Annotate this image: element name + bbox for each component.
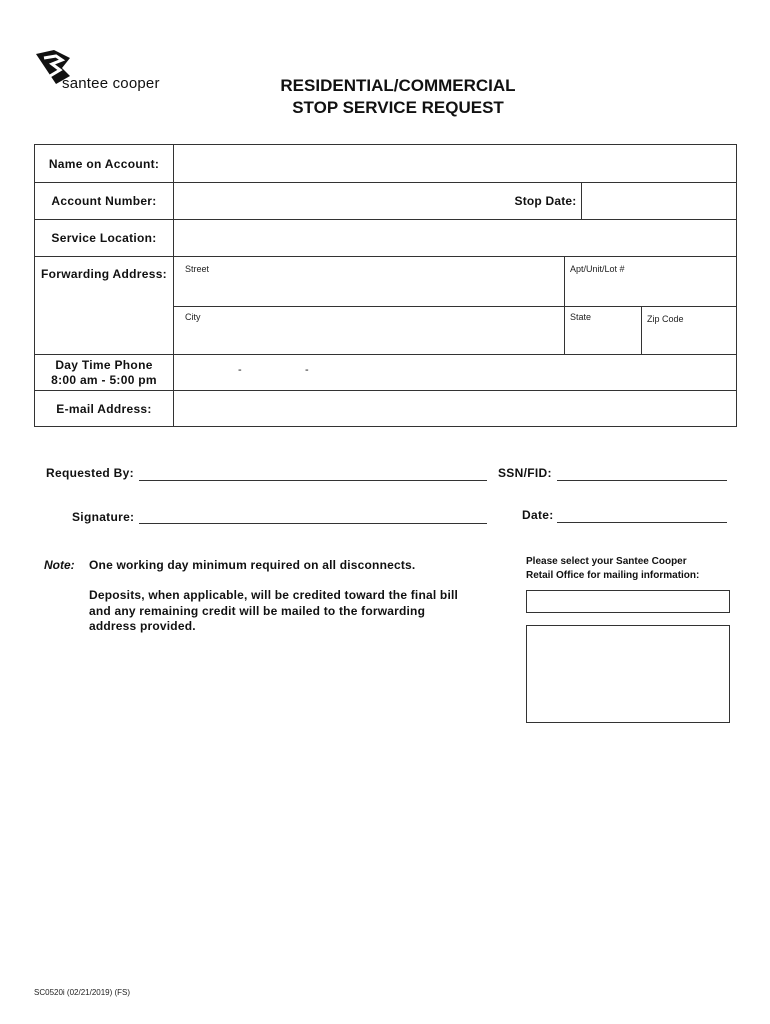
phone-label-line-1: Day Time Phone [55,357,153,372]
city-field-label[interactable]: City [185,312,201,322]
requested-by-input[interactable] [139,480,487,481]
retail-office-info-box [526,625,730,723]
form-code: SC0520i (02/21/2019) (FS) [34,988,131,997]
divider [564,257,565,354]
note-text: One working day minimum required on all disconnects. [89,558,416,572]
account-info-table [34,144,737,427]
phone-separator: - [238,364,242,376]
date-input[interactable] [557,522,727,523]
phone-separator: - [305,364,309,376]
state-field-label[interactable]: State [570,312,592,322]
service-location-field[interactable] [174,220,736,256]
retail-office-select[interactable] [526,590,730,613]
apt-field-label[interactable]: Apt/Unit/Lot # [570,264,625,274]
phone-label [35,355,174,390]
name-on-account-field[interactable] [174,145,736,182]
retail-line-1: Please select your Santee Cooper [526,556,687,567]
account-number-label: Account Number: [35,183,174,219]
phone-field[interactable] [174,355,736,390]
email-row [35,390,736,426]
email-address-field[interactable] [174,391,736,426]
logo-text: santee cooper [62,75,160,92]
service-location-label: Service Location: [35,220,174,256]
retail-line-2: Retail Office for mailing information: [526,570,700,581]
service-location-row [35,219,736,256]
account-row [35,182,736,219]
santee-cooper-logo [34,48,184,94]
phone-label-line-2: 8:00 am - 5:00 pm [51,372,157,387]
forwarding-address-label: Forwarding Address: [35,257,174,354]
requested-by-label: Requested By: [46,466,134,480]
phone-row [35,354,736,390]
title-line-2: STOP SERVICE REQUEST [292,98,504,117]
zip-field-label[interactable]: Zip Code [647,314,684,324]
account-number-field[interactable] [174,183,736,219]
note-label: Note: [44,558,75,572]
name-row [35,145,736,182]
divider [641,306,642,354]
ssn-fid-input[interactable] [557,480,727,481]
signature-label: Signature: [72,510,135,524]
form-title [230,75,566,119]
signature-input[interactable] [139,523,487,524]
forwarding-address-fields [174,257,736,354]
street-field-label[interactable]: Street [185,264,210,274]
name-on-account-label: Name on Account: [35,145,174,182]
stop-date-label: Stop Date: [510,183,582,219]
divider [174,306,736,307]
deposits-text: Deposits, when applicable, will be credited toward the final bill and any remaining credit will be mailed to the forwarding address provided. [89,588,459,633]
date-label: Date: [522,508,554,522]
ssn-fid-label: SSN/FID: [498,466,552,480]
title-line-1: RESIDENTIAL/COMMERCIAL [280,76,516,95]
forwarding-address-row [35,256,736,354]
forwarding-grid [174,257,736,354]
retail-office-instructions [526,555,741,583]
email-address-label: E-mail Address: [35,391,174,426]
